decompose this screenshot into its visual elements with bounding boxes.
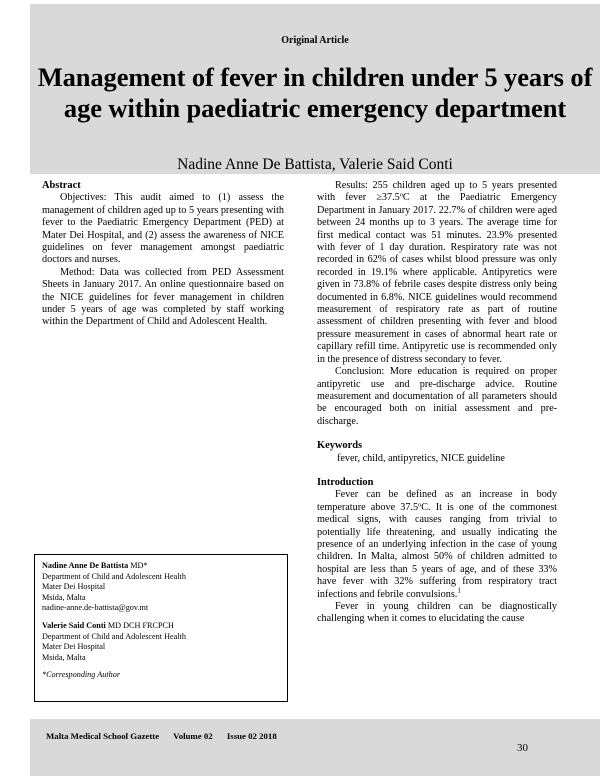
abstract-heading: Abstract bbox=[42, 180, 81, 191]
keywords-list: fever, child, antipyretics, NICE guideline bbox=[337, 452, 505, 464]
spacer bbox=[317, 428, 557, 440]
introduction-heading: Introduction bbox=[317, 476, 374, 488]
author1-credentials: MD* bbox=[128, 561, 148, 570]
footer-banner bbox=[30, 719, 600, 776]
author-list: Nadine Anne De Battista, Valerie Said Conti bbox=[177, 156, 453, 173]
spacer bbox=[42, 663, 281, 670]
journal-issue: Issue 02 2018 bbox=[226, 731, 277, 741]
page-number: 30 bbox=[517, 742, 528, 754]
spacer bbox=[42, 614, 281, 621]
author1-name: Nadine Anne De Battista bbox=[42, 561, 129, 570]
author2-credentials: MD DCH FRCPCH bbox=[105, 620, 174, 630]
author1-heading bbox=[42, 561, 281, 572]
corresponding-author-note: *Corresponding Author bbox=[42, 670, 121, 680]
affiliation-box bbox=[34, 554, 288, 702]
author1-department: Department of Child and Adolescent Health bbox=[42, 571, 186, 581]
abstract-conclusion: Conclusion: More education is required on proper antipyretic use and pre-discharge advice. Routine measurement and documentation of all parameters should be encouraged both on initial assessment and pre-discharge. bbox=[317, 366, 557, 427]
journal-volume: Volume 02 bbox=[173, 731, 213, 741]
left-column bbox=[42, 180, 284, 329]
article-title: Management of fever in children under 5 years of age within paediatric emergency department bbox=[37, 62, 593, 123]
author2-department: Department of Child and Adolescent Health bbox=[42, 631, 186, 641]
abstract-results: Results: 255 children aged up to 5 years presented with fever ≥37.5ºC at the Paediatric Emergency Department in January 2017. 22.7% of children were aged between 24 months up to 3 years. The average time for first medical contact was 51 minutes. 23.9% presented with fever of 1 day duration. Respiratory rate was not recorded in 62% of cases whilst blood pressure was only recorded in 19.1% where applicable. Antipyretics were given in 73.8% of febrile cases despite distress only being documented in 6.8%. NICE guidelines would recommend measurement of respiratory rate as part of routine assessment of children presenting with fever and blood pressure measurement in cases of abnormal heart rate or capillary refill time. Antipyretic use is recommended only in the presence of distress secondary to fever. bbox=[317, 180, 557, 365]
journal-citation bbox=[46, 731, 289, 741]
author2-hospital: Mater Dei Hospital bbox=[42, 642, 106, 652]
section-type-label: Original Article bbox=[281, 35, 349, 46]
introduction-paragraph-1 bbox=[317, 489, 557, 601]
abstract-objectives: Objectives: This audit aimed to (1) assess the management of children aged up to 5 years presenting with fever to the Paediatric Emergency Department (PED) at Mater Dei Hospital, and (2) assess the awareness of NICE guidelines on fever management amongst paediatric doctors and nurses. bbox=[42, 192, 284, 266]
author2-name: Valerie Said Conti bbox=[42, 620, 106, 630]
keywords-heading: Keywords bbox=[317, 440, 363, 452]
abstract-method: Method: Data was collected from PED Assessment Sheets in January 2017. An online questionnaire based on the NICE guidelines for fever management in children under 5 years of age was completed by staff working within the Department of Child and Adolescent Health. bbox=[42, 266, 284, 328]
author1-email[interactable]: nadine-anne.de-battista@gov.mt bbox=[42, 603, 149, 613]
introduction-paragraph-1-text: Fever can be defined as an increase in body temperature above 37.5ºC. It is one of the commonest medical signs, with causes ranging from trivial to potentially life threatening, and usually indicating the presence of an underlying infection in the case of young children. In Malta, almost 50% of children admitted to hospital are less than 5 years of age, and of these 33% have fever with 32% suffering from respiratory tract infections and febrile convulsions. bbox=[317, 489, 557, 600]
right-column bbox=[317, 180, 557, 626]
author2-heading bbox=[42, 621, 281, 632]
spacer bbox=[317, 465, 557, 477]
reference-marker[interactable]: 1 bbox=[457, 586, 461, 595]
journal-name: Malta Medical School Gazette bbox=[46, 731, 160, 741]
author1-location: Msida, Malta bbox=[42, 592, 86, 602]
author1-hospital: Mater Dei Hospital bbox=[42, 582, 106, 592]
author2-location: Msida, Malta bbox=[42, 652, 86, 662]
introduction-paragraph-2: Fever in young children can be diagnostically challenging when it comes to elucidating the cause bbox=[317, 601, 557, 625]
